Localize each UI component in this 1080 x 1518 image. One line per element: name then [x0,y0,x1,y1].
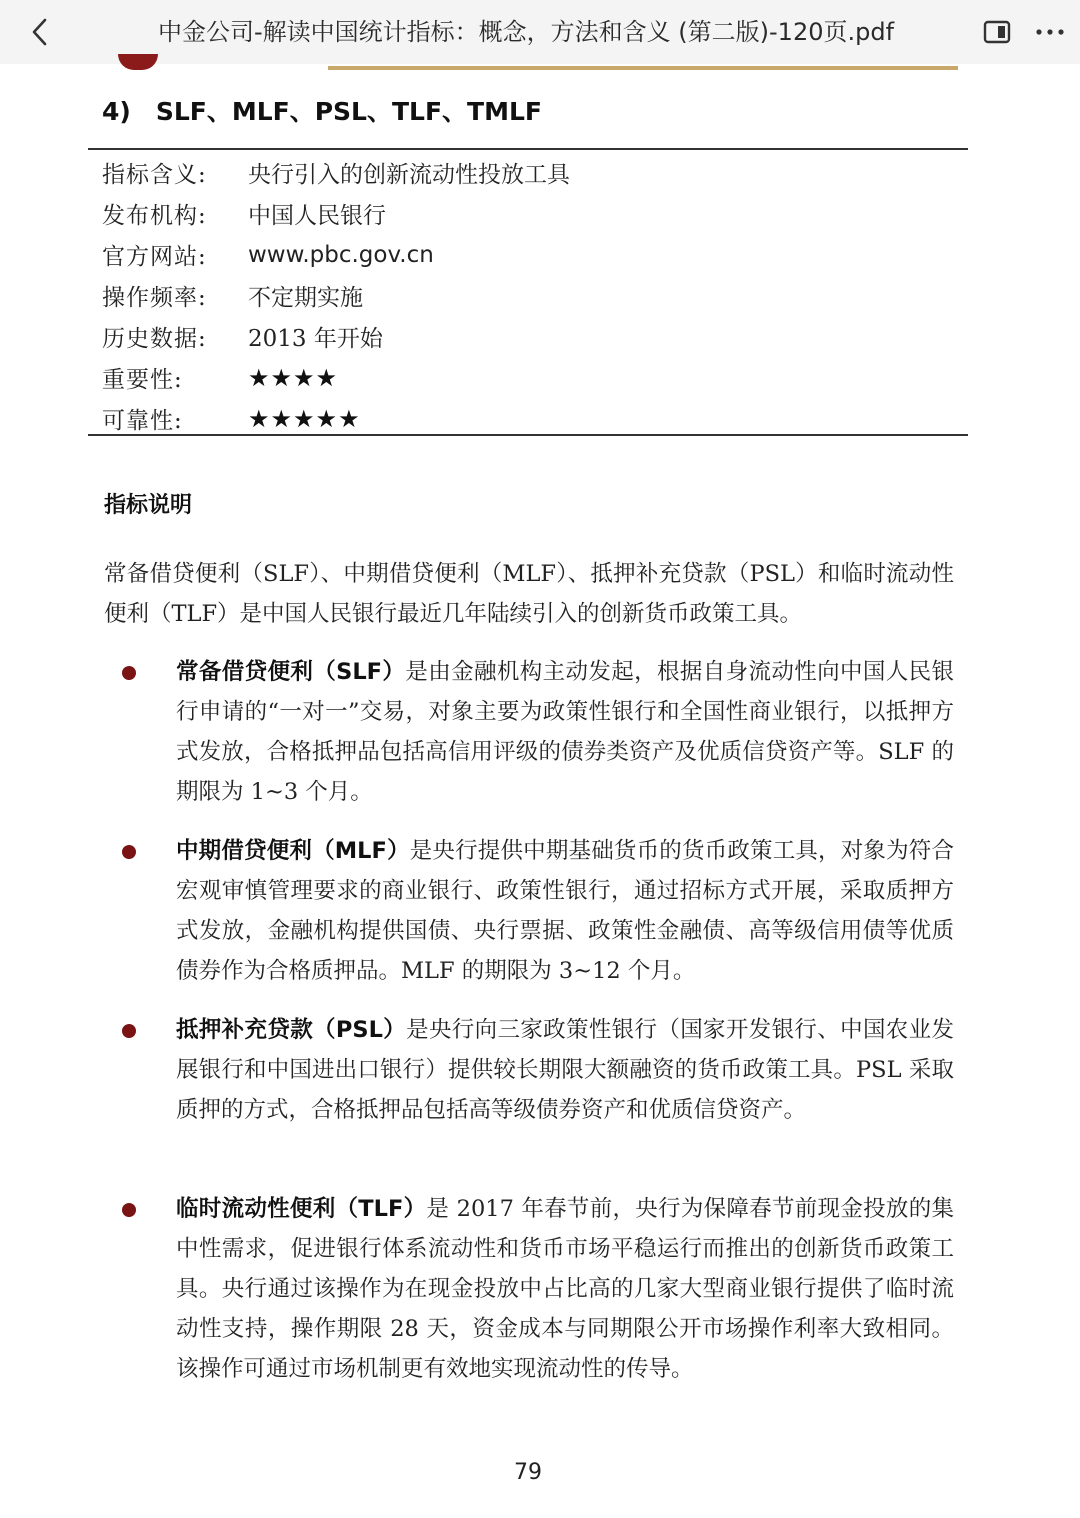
reader-toolbar [0,0,1080,64]
importance-stars: ★★★★ [248,363,339,392]
back-button[interactable] [22,14,58,50]
bullet-dot [122,1203,136,1217]
header-rule [328,66,958,70]
meta-label: 发布机构: [102,203,207,229]
more-button[interactable] [1034,18,1066,46]
bullet-mlf [176,831,954,991]
header-logo [118,54,158,70]
meta-label: 操作频率: [102,285,207,311]
table-bottom-rule [88,434,968,436]
bullet-dot [122,845,136,859]
bullet-dot [122,666,136,680]
bullet-tlf [176,1189,954,1389]
bullet-text: 是由金融机构主动发起，根据自身流动性向中国人民银行申请的“一对一”交易，对象主要为政策性银行和全国性商业银行，以抵押方式发放，合格抵押品包括高信用评级的债券类资产及优质信贷资产等。SLF 的期限为 1~3 个月。 [176,659,954,805]
meta-row-website [102,234,962,275]
more-dots-icon [1035,27,1065,37]
bullet-text: 是 2017 年春节前，央行为保障春节前现金投放的集中性需求，促进银行体系流动性和货币市场平稳运行而推出的创新货币政策工具。央行通过该操作为在现金投放中占比高的几家大型商业银行提供了临时流动性支持，操作期限 28 天，资金成本与同期限公开市场操作利率大致相同。该操作可通过市场机制更有效地实现流动性的传导。 [176,1196,954,1382]
bullet-term: 中期借贷便利（MLF） [176,838,410,864]
meta-row-publisher [102,193,962,234]
meta-label: 可靠性: [102,408,183,434]
bullet-dot [122,1024,136,1038]
meta-value: 2013 年开始 [248,326,383,352]
meta-label: 重要性: [102,367,183,393]
bullet-term: 常备借贷便利（SLF） [176,659,406,685]
table-top-rule [88,148,968,150]
document-title: 中金公司-解读中国统计指标：概念，方法和含义 (第二版)-120页.pdf [158,18,895,46]
section-title: 4) SLF、MLF、PSL、TLF、TMLF [102,97,542,126]
meta-row-history [102,316,962,357]
meta-row-frequency [102,275,962,316]
meta-label: 官方网站: [102,244,207,270]
indicator-info-table [102,152,962,439]
meta-row-meaning [102,152,962,193]
meta-label: 历史数据: [102,326,207,352]
chevron-left-icon [29,17,51,47]
intro-paragraph: 常备借贷便利（SLF）、中期借贷便利（MLF）、抵押补充贷款（PSL）和临时流动性便利（TLF）是中国人民银行最近几年陆续引入的创新货币政策工具。 [104,561,954,627]
bullet-psl [176,1010,954,1130]
meta-row-reliability [102,398,962,439]
pdf-page [0,64,1080,1518]
reader-mode-icon [982,18,1012,46]
meta-label: 指标含义: [102,162,207,188]
bullet-term: 临时流动性便利（TLF） [176,1196,427,1222]
bullet-text: 是央行提供中期基础货币的货币政策工具，对象为符合宏观审慎管理要求的商业银行、政策性银行，通过招标方式开展，采取质押方式发放，金融机构提供国债、央行票据、政策性金融债、高等级信用债等优质债券作为合格质押品。MLF 的期限为 3~12 个月。 [176,838,954,984]
meta-row-importance [102,357,962,398]
explanation-heading: 指标说明 [104,493,193,518]
website-link[interactable]: www.pbc.gov.cn [248,241,434,268]
page-number: 79 [514,1460,542,1485]
meta-value: 不定期实施 [248,285,363,311]
bullet-text: 是央行向三家政策性银行（国家开发银行、中国农业发展银行和中国进出口银行）提供较长期限大额融资的货币政策工具。PSL 采取质押的方式，合格抵押品包括高等级债券资产和优质信贷资产。 [176,1017,954,1123]
bullet-term: 抵押补充贷款（PSL） [176,1017,407,1043]
meta-value: 央行引入的创新流动性投放工具 [248,162,570,188]
reliability-stars: ★★★★★ [248,404,361,433]
meta-value: 中国人民银行 [248,203,386,229]
reader-mode-button[interactable] [982,18,1012,46]
bullet-slf [176,652,954,812]
